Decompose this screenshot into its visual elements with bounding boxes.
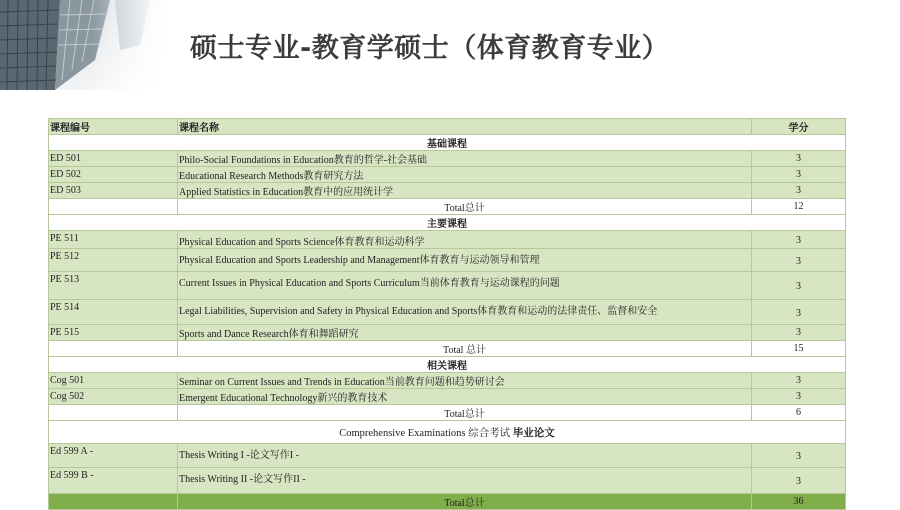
course-name: Thesis Writing II -论文写作II - xyxy=(178,468,752,494)
course-name: Legal Liabilities, Supervision and Safety in Physical Education and Sports体育教育和运动的法律责任、监督和安全 xyxy=(178,300,752,325)
course-credits: 3 xyxy=(752,272,846,300)
total-label: Total总计 xyxy=(178,199,752,215)
course-credits: 3 xyxy=(752,249,846,272)
course-credits: 3 xyxy=(752,183,846,199)
course-credits: 3 xyxy=(752,167,846,183)
section-title-related: 相关课程 xyxy=(49,357,846,373)
course-name: Current Issues in Physical Education and Sports Curriculum当前体育教育与运动课程的问题 xyxy=(178,272,752,300)
table-header-row xyxy=(49,119,846,135)
course-code: ED 503 xyxy=(49,183,178,199)
course-code: PE 513 xyxy=(49,272,178,300)
table-row xyxy=(49,272,846,300)
table-row xyxy=(49,373,846,389)
course-name: Emergent Educational Technology新兴的教育技术 xyxy=(178,389,752,405)
course-name: Physical Education and Sports Leadership and Management体育教育与运动领导和管理 xyxy=(178,249,752,272)
course-code: Cog 501 xyxy=(49,373,178,389)
course-code: Ed 599 B - xyxy=(49,468,178,494)
course-credits: 3 xyxy=(752,389,846,405)
section-row xyxy=(49,215,846,231)
course-code: PE 511 xyxy=(49,231,178,249)
course-name: Seminar on Current Issues and Trends in Education当前教育问题和趋势研讨会 xyxy=(178,373,752,389)
grand-total-label: Total总计 xyxy=(178,494,752,510)
total-value: 6 xyxy=(752,405,846,421)
table-row xyxy=(49,151,846,167)
course-credits: 3 xyxy=(752,325,846,341)
course-name: Physical Education and Sports Science体育教育和运动科学 xyxy=(178,231,752,249)
page-title: 硕士专业-教育学硕士（体育教育专业） xyxy=(190,33,670,64)
section-title-basic: 基础课程 xyxy=(49,135,846,151)
table-row xyxy=(49,183,846,199)
exam-cell xyxy=(49,421,846,444)
total-row xyxy=(49,405,846,421)
course-code: PE 515 xyxy=(49,325,178,341)
table-row xyxy=(49,389,846,405)
course-name: Thesis Writing I -论文写作I - xyxy=(178,444,752,468)
header-credits: 学分 xyxy=(752,119,846,135)
total-label: Total总计 xyxy=(178,405,752,421)
header-name: 课程名称 xyxy=(178,119,752,135)
total-row xyxy=(49,341,846,357)
course-code: Cog 502 xyxy=(49,389,178,405)
course-name: Educational Research Methods教育研究方法 xyxy=(178,167,752,183)
table-row xyxy=(49,300,846,325)
course-code: PE 514 xyxy=(49,300,178,325)
table-row xyxy=(49,231,846,249)
course-credits: 3 xyxy=(752,231,846,249)
section-row xyxy=(49,135,846,151)
course-credits: 3 xyxy=(752,468,846,494)
course-name: Sports and Dance Research体育和舞蹈研究 xyxy=(178,325,752,341)
table-row xyxy=(49,249,846,272)
exam-text: Comprehensive Examinations 综合考试 xyxy=(339,427,513,439)
header-code: 课程编号 xyxy=(49,119,178,135)
grand-total-value: 36 xyxy=(752,494,846,510)
section-row xyxy=(49,357,846,373)
course-code: ED 501 xyxy=(49,151,178,167)
grand-total-row xyxy=(49,494,846,510)
course-code: Ed 599 A - xyxy=(49,444,178,468)
total-label: Total 总计 xyxy=(178,341,752,357)
total-value: 15 xyxy=(752,341,846,357)
course-credits: 3 xyxy=(752,444,846,468)
building-photo xyxy=(0,0,165,90)
table-row xyxy=(49,167,846,183)
total-row xyxy=(49,199,846,215)
table-row xyxy=(49,444,846,468)
section-title-major: 主要课程 xyxy=(49,215,846,231)
exam-row xyxy=(49,421,846,444)
course-credits: 3 xyxy=(752,151,846,167)
total-value: 12 xyxy=(752,199,846,215)
course-name: Philo-Social Foundations in Education教育的哲学-社会基础 xyxy=(178,151,752,167)
curriculum-table xyxy=(48,118,846,510)
course-credits: 3 xyxy=(752,373,846,389)
table-row xyxy=(49,468,846,494)
course-name: Applied Statistics in Education教育中的应用统计学 xyxy=(178,183,752,199)
course-credits: 3 xyxy=(752,300,846,325)
course-code: ED 502 xyxy=(49,167,178,183)
course-code: PE 512 xyxy=(49,249,178,272)
exam-bold-text: 毕业论文 xyxy=(512,426,555,439)
table-row xyxy=(49,325,846,341)
